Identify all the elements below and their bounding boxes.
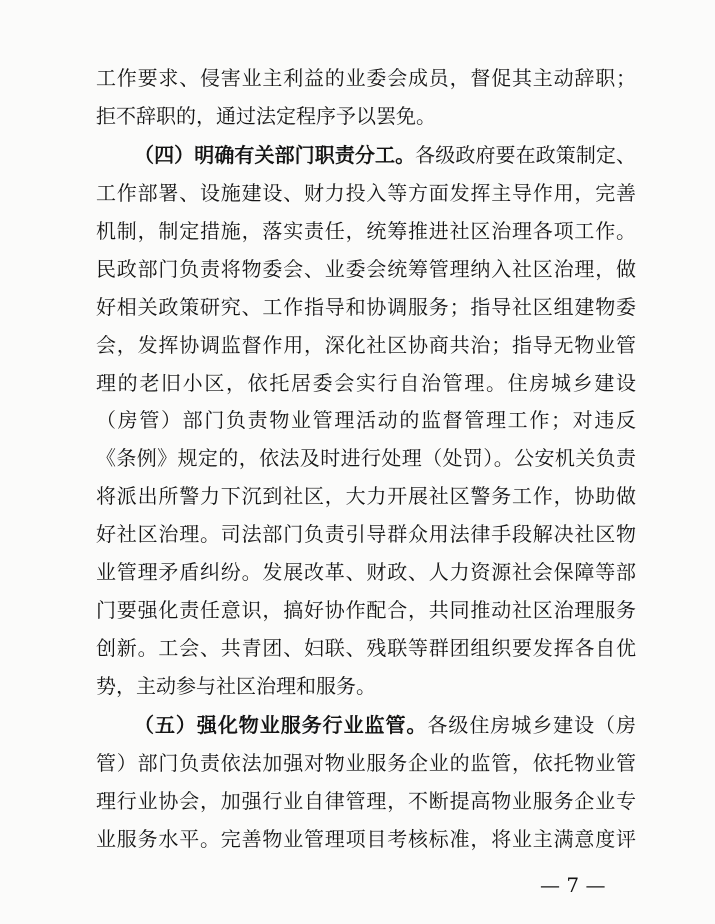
section-4-body: 各级政府要在政策制定、	[415, 143, 636, 167]
text-line: 理的老旧小区，依托居委会实行自治管理。住房城乡建设	[96, 371, 636, 395]
section-4-first-line	[134, 140, 636, 170]
text-line: 理行业协会，加强行业自律管理，不断提高物业服务企业专	[96, 789, 636, 813]
text-line: 机制，制定措施，落实责任，统筹推进社区治理各项工作。	[96, 219, 636, 243]
text-line: 门要强化责任意识，搞好协作配合，共同推动社区治理服务	[96, 598, 636, 622]
section-5-heading: （五）强化物业服务行业监管。	[134, 713, 428, 737]
text-line: 《条例》规定的，依法及时进行处理（处罚）。公安机关负责	[96, 446, 636, 470]
page-number: — 7 —	[540, 873, 606, 897]
text-line: 拒不辞职的，通过法定程序予以罢免。	[96, 104, 436, 128]
text-line: 将派出所警力下沉到社区，大力开展社区警务工作，协助做	[96, 484, 636, 508]
section-4-heading: （四）明确有关部门职责分工。	[134, 143, 416, 167]
text-line: 工作部署、设施建设、财力投入等方面发挥主导作用，完善	[96, 181, 636, 205]
text-line: 会，发挥协调监督作用，深化社区协商共治；指导无物业管	[96, 333, 636, 357]
text-line: 创新。工会、共青团、妇联、残联等群团组织要发挥各自优	[96, 636, 636, 660]
text-line: 好相关政策研究、工作指导和协调服务；指导社区组建物委	[96, 295, 636, 319]
text-line: 业管理矛盾纠纷。发展改革、财政、人力资源社会保障等部	[96, 560, 636, 584]
text-line: （房管）部门负责物业管理活动的监督管理工作；对违反	[96, 408, 636, 432]
text-line: 势，主动参与社区治理和服务。	[96, 674, 376, 698]
text-line: 好社区治理。司法部门负责引导群众用法律手段解决社区物	[96, 522, 636, 546]
section-5-body: 各级住房城乡建设（房	[427, 713, 636, 737]
text-line: 工作要求、侵害业主利益的业委会成员，督促其主动辞职；	[96, 66, 636, 90]
section-5-first-line	[134, 710, 636, 740]
text-line: 民政部门负责将物委会、业委会统筹管理纳入社区治理，做	[96, 257, 636, 281]
text-line: 业服务水平。完善物业管理项目考核标准，将业主满意度评	[96, 827, 636, 851]
text-line: 管）部门负责依法加强对物业服务企业的监管，依托物业管	[96, 751, 636, 775]
